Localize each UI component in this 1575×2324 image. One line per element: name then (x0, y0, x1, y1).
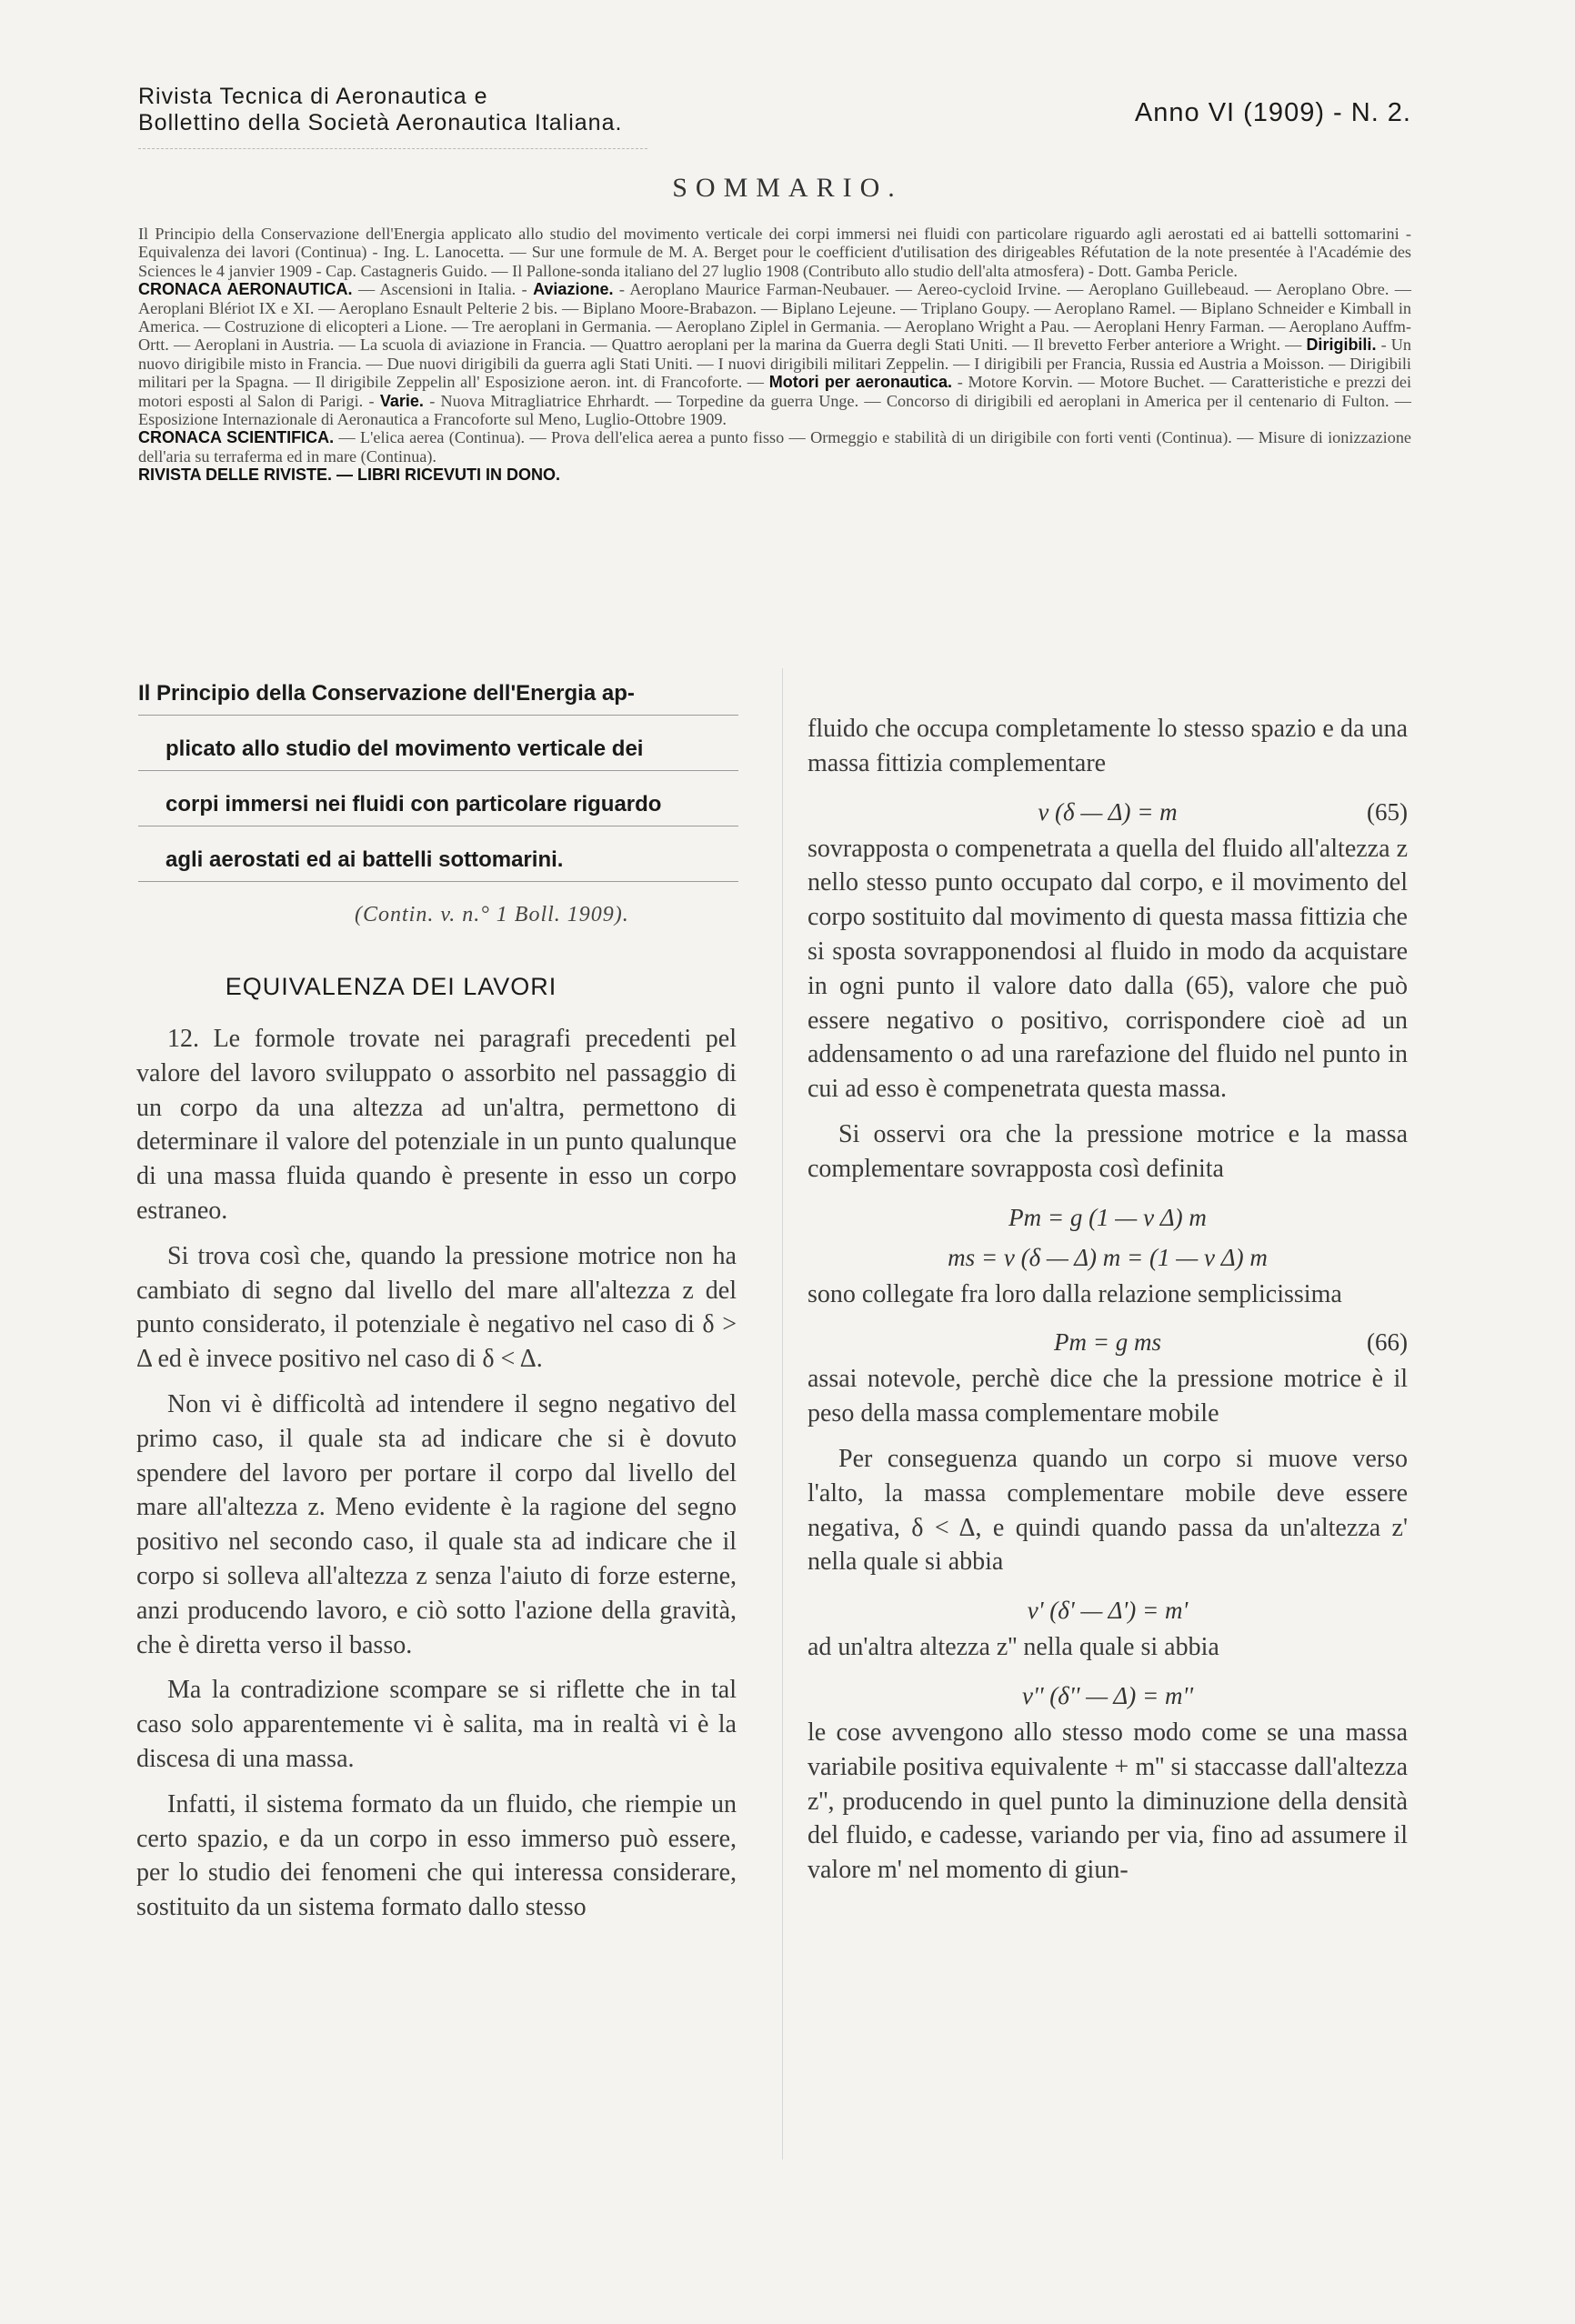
formula-ms (808, 1237, 1408, 1277)
paragraph: Infatti, il sistema formato da un fluido, che riempie un certo spazio, e da un corpo in esso immerso può essere, per lo studio dei fenomeni che qui interessa considerare, sostituito da un sistema formato dallo stesso (136, 1789, 737, 1922)
formula-66-number: (66) (1367, 1328, 1408, 1357)
toc-cronaca-aeronautica-c: - Un nuovo dirigibile misto in Francia. — Due nuovi dirigibili da guerra agli Stati Uniti. — I nuovi dirigibili militari Zeppelin. — I dirigibili per Francia, Russia ed Austria a Moisson. — Dirigibili militari per la Spagna. — Il dirigibile Zeppelin all' Esposizione aeron. int. di Francoforte. — (138, 336, 1411, 392)
article-title-line-4: agli aerostati ed ai battelli sottomarini. (138, 846, 738, 882)
formula-m-prime (808, 1590, 1408, 1630)
toc-cronaca-aeronautica-d: - Motore Korvin. — Motore Buchet. — Caratteristiche e prezzi dei motori esposti al Salon di Parigi. - (138, 373, 1412, 410)
paragraph: fluido che occupa completamente lo stesso spazio e da una massa fittizia complementare (808, 715, 1408, 777)
toc-varie-heading: Varie. (379, 391, 424, 410)
formula-65-number: (65) (1367, 797, 1408, 826)
paragraph: Si trova così che, quando la pressione motrice non ha cambiato di segno dal livello del mare all'altezza z del punto considerato, il potenziale è negativo nel caso di δ > Δ ed è invece positivo nel caso di δ < Δ. (136, 1241, 737, 1374)
journal-title (138, 84, 622, 136)
formula-pm (808, 1197, 1408, 1237)
formula-m-double-prime (808, 1676, 1408, 1716)
toc-dirigibili-heading: Dirigibili. (1306, 336, 1377, 355)
paragraph: 12. Le formole trovate nei paragrafi precedenti pel valore del lavoro sviluppato o assorbito nel passaggio di un corpo da una altezza ad un'altra, permettono di determinare il valore del potenziale in un punto qualunque di una massa fluida quando è presente in esso un corpo estraneo. (136, 1025, 737, 1225)
toc-intro: Il Principio della Conservazione dell'Energia applicato allo studio del movimento verticale dei corpi immersi nei fluidi con particolare riguardo agli aerostati ed ai battelli sottomarini - Equivalenza dei lavori (Continua) - Ing. L. Lanocetta. — Sur une formule de M. A. Berget pour le coefficient d'utilisation des dirigeables Réfutation de la note presentée à l'Académie des Sciences le 4 janvier 1909 - Cap. Castagneris Guido. — Il Pallone-sonda italiano del 27 luglio 1908 (Contributo allo studio dell'alta atmosfera) - Dott. Gamba Pericle. (138, 225, 1411, 280)
toc-cronaca-scientifica-heading: CRONACA SCIENTIFICA. (138, 428, 335, 447)
formula-m-double-prime-expression: v'' (δ'' — Δ) = m'' (1022, 1681, 1193, 1709)
paragraph: le cose avvengono allo stesso modo come se una massa variabile positiva equivalente + m'' si staccasse dall'altezza z'', producendo in quel punto la diminuzione della densità del fluido, e cadesse, variando per via, fino ad assumere il valore m' nel momento di giun- (808, 1718, 1408, 1885)
issue-number: Anno VI (1909) - N. 2. (1134, 98, 1411, 127)
toc-cronaca-scientifica: — L'elica aerea (Continua). — Prova dell'elica aerea a punto fisso — Ormeggio e stabilità di un dirigibile con forti venti (Continua). — Misure di ionizzazione dell'aria su terraferma ed in mare (Continua). (138, 428, 1411, 466)
masthead-rule (138, 148, 647, 149)
toc-cronaca-aeronautica-heading: CRONACA AERONAUTICA. (138, 280, 353, 299)
formula-65 (808, 792, 1408, 832)
formula-m-prime-expression: v' (δ' — Δ') = m' (1027, 1597, 1189, 1625)
toc-aviazione-heading: Aviazione. (533, 280, 614, 299)
article-title (138, 680, 738, 902)
paragraph: sono collegate fra loro dalla relazione semplicissima (808, 1279, 1342, 1308)
paragraph: ad un'altra altezza z'' nella quale si abbia (808, 1633, 1219, 1662)
article-title-line-3: corpi immersi nei fluidi con particolare riguardo (138, 791, 738, 826)
section-heading: EQUIVALENZA DEI LAVORI (225, 973, 557, 1000)
paragraph: Ma la contradizione scompare se si riflette che in tal caso solo apparentemente vi è salita, ma in realtà vi è la discesa di una massa. (136, 1676, 737, 1773)
paragraph: sovrapposta o compenetrata a quella del fluido all'altezza z nello stesso punto occupato dal corpo, e il movimento del corpo sostituito dal movimento di questa massa fittizia che si sposta sovrapponendosi al fluido in modo da acquistare in ogni punto il valore dato dalla (65), valore che può essere negativo o positivo, corrispondere cioè ad un addensamento o ad una rarefazione del fluido nel punto in cui ad esso è compenetrata questa massa. (808, 834, 1408, 1104)
formula-66-expression: Pm = g ms (1054, 1328, 1161, 1357)
continuation-note: (Contin. v. n.° 1 Boll. 1909). (355, 903, 629, 927)
column-divider (782, 668, 783, 2159)
paragraph: Per conseguenza quando un corpo si muove verso l'alto, la massa complementare mobile deve essere negativa, δ < Δ, e quindi quando passa da un'altezza z' nella quale si abbia (808, 1444, 1408, 1577)
sommario-heading: SOMMARIO. (672, 173, 903, 203)
toc-cronaca-aeronautica-a: — Ascensioni in Italia. - (357, 280, 527, 299)
paragraph: Non vi è difficoltà ad intendere il segno negativo del primo caso, il quale sta ad indicare che si è dovuto spendere del lavoro per portare il corpo dal livello del mare all'altezza z. Meno evidente è la ragione del segno positivo nel secondo caso, il quale sta ad indicare che il corpo si solleva all'altezza z senza l'aiuto di forze esterne, anzi producendo lavoro, e ciò sotto l'azione della gravità, che è diretta verso il basso. (136, 1389, 737, 1659)
journal-title-line-1: Rivista Tecnica di Aeronautica e (138, 84, 488, 109)
paragraph: Si osservi ora che la pressione motrice e la massa complementare sovrapposta così definita (808, 1119, 1408, 1183)
toc-rivista-heading: RIVISTA DELLE RIVISTE. — LIBRI RICEVUTI IN DONO. (138, 466, 561, 485)
toc-cronaca-aeronautica-e: - Nuova Mitragliatrice Ehrhardt. — Torpedine da guerra Unge. — Concorso di dirigibili ed aeroplani in America per il centenario di Fulton. — Esposizione Internazionale di Aeronautica a Francoforte sul Meno, Luglio-Ottobre 1909. (138, 391, 1411, 429)
formula-65-expression: v (δ — Δ) = m (1038, 797, 1178, 826)
paragraph: assai notevole, perchè dice che la pressione motrice è il peso della massa complementare mobile (808, 1365, 1408, 1428)
table-of-contents (138, 225, 1411, 485)
article-title-line-1: Il Principio della Conservazione dell'Energia ap- (138, 680, 738, 716)
formula-ms-expression: ms = v (δ — Δ) m = (1 — v Δ) m (948, 1243, 1268, 1271)
formula-pm-expression: Pm = g (1 — v Δ) m (1008, 1203, 1207, 1231)
journal-title-line-2: Bollettino della Società Aeronautica Italiana. (138, 110, 623, 135)
toc-cronaca-aeronautica-b: - Aeroplano Maurice Farman-Neubauer. — Aereo-cycloid Irvine. — Aeroplano Guillebeaud. — Aeroplano Obre. — Aeroplani Blériot IX e XI. — Aeroplano Esnault Pelterie 2 bis. — Biplano Moore-Brabazon. — Biplano Lejeune. — Triplano Goupy. — Aeroplano Ramel. — Biplano Schneider e Kimball in America. — Costruzione di elicopteri a Lione. — Tre aeroplani in Germania. — Aeroplano Ziplel in Germania. — Aeroplano Wright a Pau. — Aeroplani Henry Farman. — Aeroplano Auffm-Ortt. — Aeroplani in Austria. — La scuola di aviazione in Francia. — Quattro aeroplani per la marina da Guerra degli Stati Uniti. — Il brevetto Ferber anteriore a Wright. — (138, 280, 1411, 355)
right-column (808, 712, 1408, 1898)
article-title-line-2: plicato allo studio del movimento verticale dei (138, 736, 738, 771)
formula-66 (808, 1322, 1408, 1362)
toc-motori-heading: Motori per aeronautica. (768, 373, 953, 392)
left-column (136, 1022, 737, 1936)
